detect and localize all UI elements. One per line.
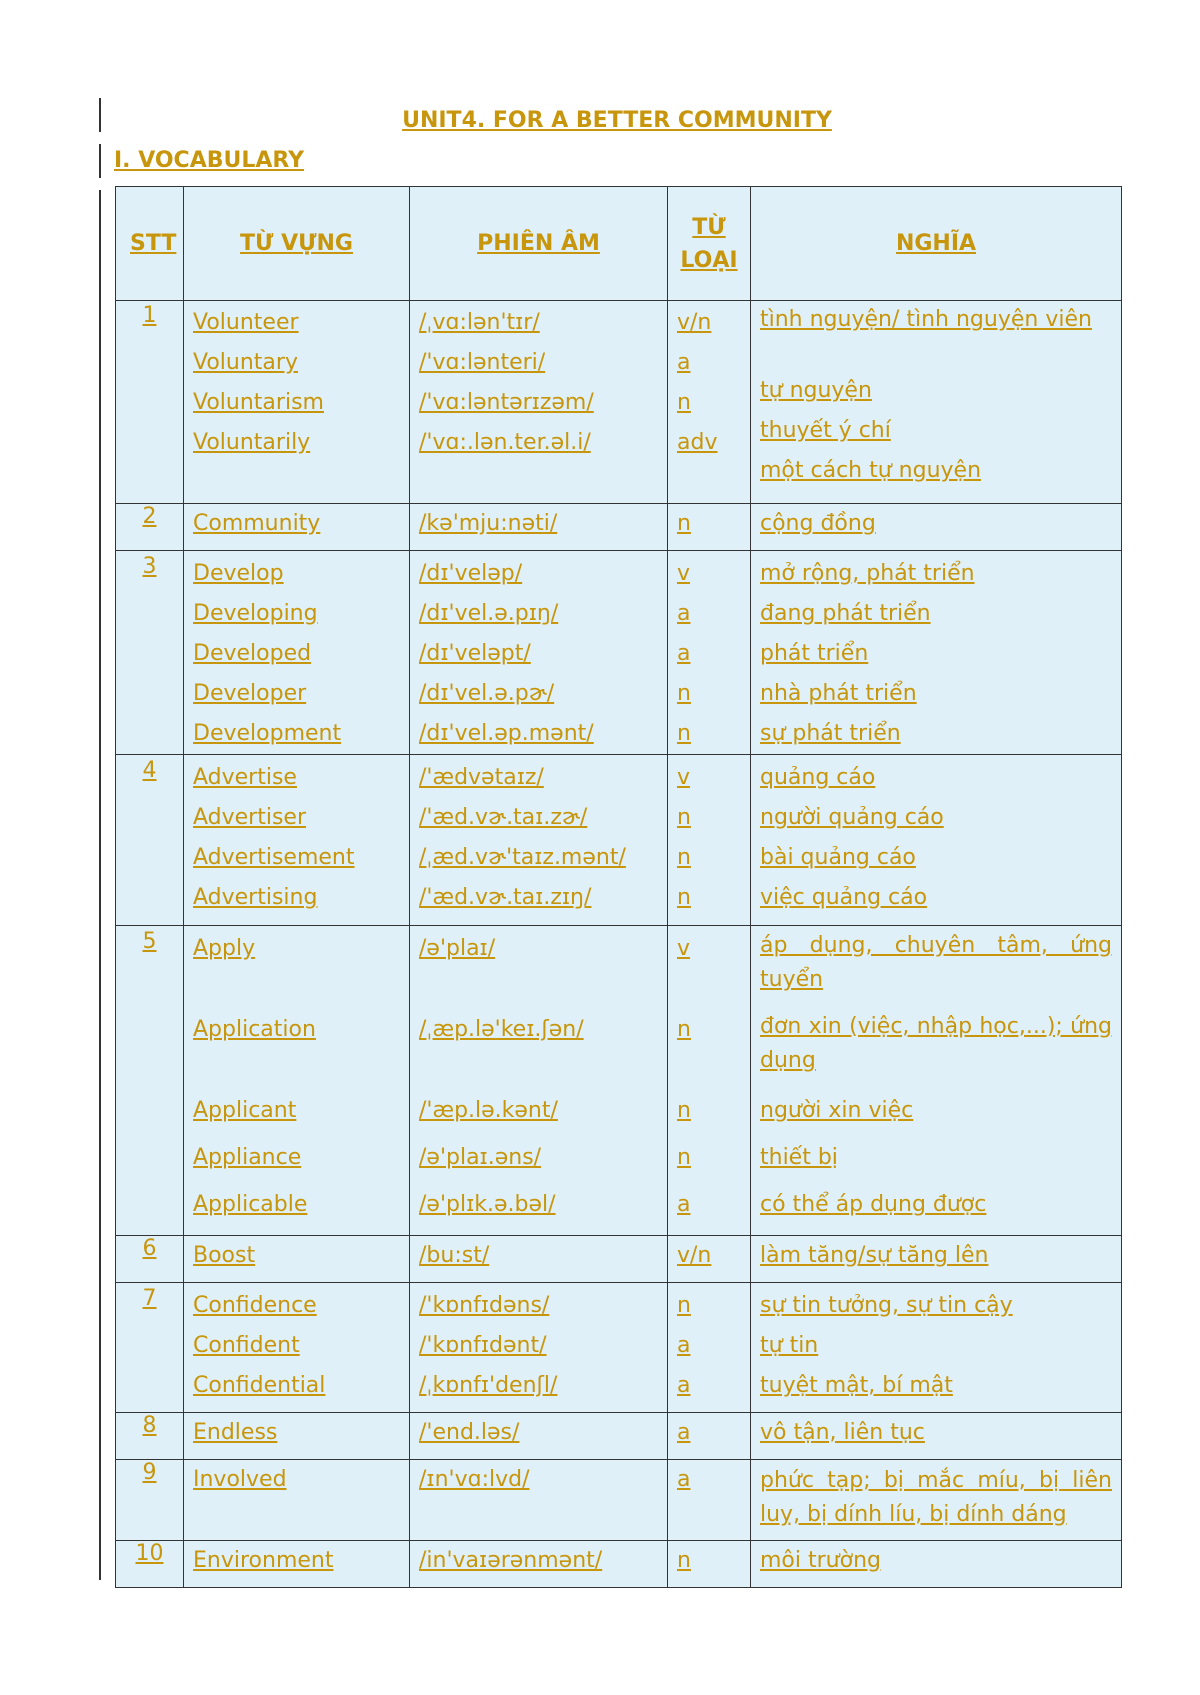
meaning: tuyệt mật, bí mật — [760, 1373, 953, 1398]
phonetic: /ˌkɒnfɪ'denʃl/ — [419, 1373, 558, 1398]
phonetic-cell — [410, 1236, 668, 1283]
meaning: có thể áp dụng được — [760, 1192, 987, 1217]
word: Confident — [193, 1333, 300, 1358]
word-type-cell — [668, 1460, 751, 1541]
meaning: mở rộng, phát triển — [760, 561, 975, 586]
word-type: v/n — [677, 1243, 712, 1268]
phonetic-cell — [410, 551, 668, 755]
row-number: 7 — [116, 1283, 184, 1413]
word-type-cell — [668, 1236, 751, 1283]
word: Appliance — [193, 1145, 302, 1170]
word: Endless — [193, 1420, 278, 1445]
word: Development — [193, 721, 342, 746]
row-number: 3 — [116, 551, 184, 755]
header-word: TỪ VỰNG — [184, 187, 410, 301]
word-type: n — [677, 1098, 691, 1123]
meaning: người quảng cáo — [760, 805, 944, 830]
word-type: n — [677, 1293, 691, 1318]
word: Applicable — [193, 1192, 308, 1217]
table-row — [116, 301, 1122, 504]
word-type-cell — [668, 1541, 751, 1588]
word: Apply — [193, 936, 256, 961]
meaning: phức tạp; bị mắc míu, bị liên luỵ, bị dính líu, bị dính dáng — [760, 1468, 1112, 1527]
meaning: sự tin tưởng, sự tin cậy — [760, 1293, 1013, 1318]
phonetic: /ə'plaɪ.əns/ — [419, 1145, 542, 1170]
phonetic-cell — [410, 926, 668, 1236]
phonetic: /'end.ləs/ — [419, 1420, 520, 1445]
meaning-cell — [751, 504, 1122, 551]
word-type: a — [677, 1373, 691, 1398]
word: Developed — [193, 641, 312, 666]
word: Voluntarism — [193, 390, 324, 415]
word-type: a — [677, 350, 691, 375]
meaning: phát triển — [760, 641, 869, 666]
word-type: v/n — [677, 310, 712, 335]
word-cell — [184, 1460, 410, 1541]
meaning: thiết bị — [760, 1145, 838, 1170]
word-type: n — [677, 1548, 691, 1573]
phonetic: /ɪn'vɑ:lvd/ — [419, 1467, 530, 1492]
word-type: a — [677, 641, 691, 666]
word: Confidence — [193, 1293, 317, 1318]
meaning: đơn xin (việc, nhập học,...); ứng dụng — [760, 1014, 1112, 1073]
meaning-cell — [751, 1413, 1122, 1460]
meaning-cell — [751, 301, 1122, 504]
word: Advertiser — [193, 805, 307, 830]
margin-bar — [99, 144, 101, 178]
word-cell — [184, 926, 410, 1236]
word-cell — [184, 301, 410, 504]
vocabulary-table — [115, 186, 1122, 1588]
word-type: v — [677, 936, 691, 961]
meaning-cell — [751, 926, 1122, 1236]
word-type: n — [677, 390, 691, 415]
word: Advertising — [193, 885, 318, 910]
header-meaning: NGHĨA — [751, 187, 1122, 301]
meaning: quảng cáo — [760, 765, 876, 790]
word-type: a — [677, 1192, 691, 1217]
phonetic: /ˌæd.vɚ'taɪz.mənt/ — [419, 845, 626, 870]
phonetic: /'æd.vɚ.taɪ.zɪŋ/ — [419, 885, 592, 910]
word-type-cell — [668, 1283, 751, 1413]
phonetic: /'æd.vɚ.taɪ.zɚ/ — [419, 805, 588, 830]
table-row — [116, 1541, 1122, 1588]
meaning: bài quảng cáo — [760, 845, 916, 870]
phonetic-cell — [410, 1283, 668, 1413]
meaning: nhà phát triển — [760, 681, 917, 706]
word: Developing — [193, 601, 318, 626]
word-type: adv — [677, 430, 718, 455]
word-type-cell — [668, 926, 751, 1236]
phonetic: /ə'plaɪ/ — [419, 936, 496, 961]
phonetic-cell — [410, 301, 668, 504]
table-row — [116, 551, 1122, 755]
phonetic: /ˌvɑ:lən'tɪr/ — [419, 310, 540, 335]
meaning: vô tận, liên tục — [760, 1420, 925, 1445]
row-number: 5 — [116, 926, 184, 1236]
word-cell — [184, 504, 410, 551]
meaning: tự nguyện — [760, 378, 872, 403]
phonetic-cell — [410, 1541, 668, 1588]
meaning: tự tin — [760, 1333, 819, 1358]
word: Advertisement — [193, 845, 355, 870]
table-row — [116, 1413, 1122, 1460]
word: Application — [193, 1017, 316, 1042]
word-type-cell — [668, 1413, 751, 1460]
word: Environment — [193, 1548, 334, 1573]
phonetic: /'vɑ:ləntərɪzəm/ — [419, 390, 594, 415]
row-number: 10 — [116, 1541, 184, 1588]
word-cell — [184, 551, 410, 755]
word: Community — [193, 511, 321, 536]
phonetic: /ˌæp.lə'keɪ.ʃən/ — [419, 1017, 584, 1042]
meaning: tình nguyện/ tình nguyện viên — [760, 307, 1092, 332]
meaning-cell — [751, 1541, 1122, 1588]
phonetic: /'vɑ:lənteri/ — [419, 350, 546, 375]
word-type: n — [677, 721, 691, 746]
table-row — [116, 926, 1122, 1236]
phonetic-cell — [410, 1413, 668, 1460]
table-row — [116, 1283, 1122, 1413]
meaning: cộng đồng — [760, 511, 876, 536]
meaning-cell — [751, 1236, 1122, 1283]
meaning: đang phát triển — [760, 601, 931, 626]
word: Voluntary — [193, 350, 298, 375]
word-type-cell — [668, 301, 751, 504]
meaning: áp dụng, chuyên tâm, ứng tuyển — [760, 933, 1112, 992]
table-row — [116, 1236, 1122, 1283]
word-cell — [184, 1413, 410, 1460]
row-number: 2 — [116, 504, 184, 551]
phonetic: /dɪ'veləpt/ — [419, 641, 531, 666]
phonetic: /bu:st/ — [419, 1243, 490, 1268]
word-type-cell — [668, 551, 751, 755]
word-type: n — [677, 845, 691, 870]
word: Volunteer — [193, 310, 299, 335]
row-number: 4 — [116, 755, 184, 926]
phonetic: /dɪ'vel.əp.mənt/ — [419, 721, 594, 746]
phonetic: /'vɑ:.lən.ter.əl.i/ — [419, 430, 591, 455]
phonetic-cell — [410, 755, 668, 926]
word: Boost — [193, 1243, 256, 1268]
row-number: 1 — [116, 301, 184, 504]
header-word-type: TỪ LOẠI — [668, 187, 751, 301]
meaning: việc quảng cáo — [760, 885, 928, 910]
word-type: n — [677, 885, 691, 910]
phonetic-cell — [410, 504, 668, 551]
meaning: thuyết ý chí — [760, 418, 891, 443]
phonetic: /dɪ'vel.ə.pɚ/ — [419, 681, 555, 706]
meaning-cell — [751, 1283, 1122, 1413]
word-cell — [184, 1541, 410, 1588]
meaning: môi trường — [760, 1548, 881, 1573]
word-type: n — [677, 1145, 691, 1170]
word-type-cell — [668, 504, 751, 551]
table-row — [116, 1460, 1122, 1541]
phonetic: /'ædvətaɪz/ — [419, 765, 544, 790]
table-row — [116, 755, 1122, 926]
word: Developer — [193, 681, 307, 706]
word-type: a — [677, 1333, 691, 1358]
word: Advertise — [193, 765, 297, 790]
word-type: a — [677, 1420, 691, 1445]
meaning-cell — [751, 1460, 1122, 1541]
phonetic: /'kɒnfɪdəns/ — [419, 1293, 550, 1318]
word-type: a — [677, 1467, 691, 1492]
header-phonetic: PHIÊN ÂM — [410, 187, 668, 301]
section-heading: I. VOCABULARY — [114, 148, 305, 173]
meaning: một cách tự nguyện — [760, 458, 982, 483]
meaning: sự phát triển — [760, 721, 901, 746]
phonetic: /'æp.lə.kənt/ — [419, 1098, 558, 1123]
table-row — [116, 504, 1122, 551]
phonetic: /'kɒnfɪdənt/ — [419, 1333, 547, 1358]
row-number: 6 — [116, 1236, 184, 1283]
word: Voluntarily — [193, 430, 311, 455]
word-cell — [184, 1236, 410, 1283]
word-type: v — [677, 561, 691, 586]
margin-bar — [99, 190, 101, 1580]
word-type-cell — [668, 755, 751, 926]
word-type: v — [677, 765, 691, 790]
row-number: 8 — [116, 1413, 184, 1460]
phonetic: /in'vaɪərənmənt/ — [419, 1548, 603, 1573]
meaning-cell — [751, 755, 1122, 926]
meaning-cell — [751, 551, 1122, 755]
meaning: người xin việc — [760, 1098, 914, 1123]
header-stt: STT — [116, 187, 184, 301]
phonetic: /dɪ'veləp/ — [419, 561, 523, 586]
word-type: n — [677, 511, 691, 536]
word: Applicant — [193, 1098, 297, 1123]
table-header-row — [116, 187, 1122, 301]
meaning: làm tăng/sự tăng lên — [760, 1243, 989, 1268]
word-type: n — [677, 681, 691, 706]
word: Involved — [193, 1467, 287, 1492]
phonetic-cell — [410, 1460, 668, 1541]
word: Develop — [193, 561, 284, 586]
word-type: n — [677, 805, 691, 830]
row-number: 9 — [116, 1460, 184, 1541]
word-cell — [184, 1283, 410, 1413]
phonetic: /kə'mju:nəti/ — [419, 511, 558, 536]
word-type: a — [677, 601, 691, 626]
page-title: UNIT4. FOR A BETTER COMMUNITY — [402, 108, 832, 133]
phonetic: /ə'plɪk.ə.bəl/ — [419, 1192, 556, 1217]
phonetic: /dɪ'vel.ə.pɪŋ/ — [419, 601, 559, 626]
word-type: n — [677, 1017, 691, 1042]
word-cell — [184, 755, 410, 926]
word: Confidential — [193, 1373, 326, 1398]
